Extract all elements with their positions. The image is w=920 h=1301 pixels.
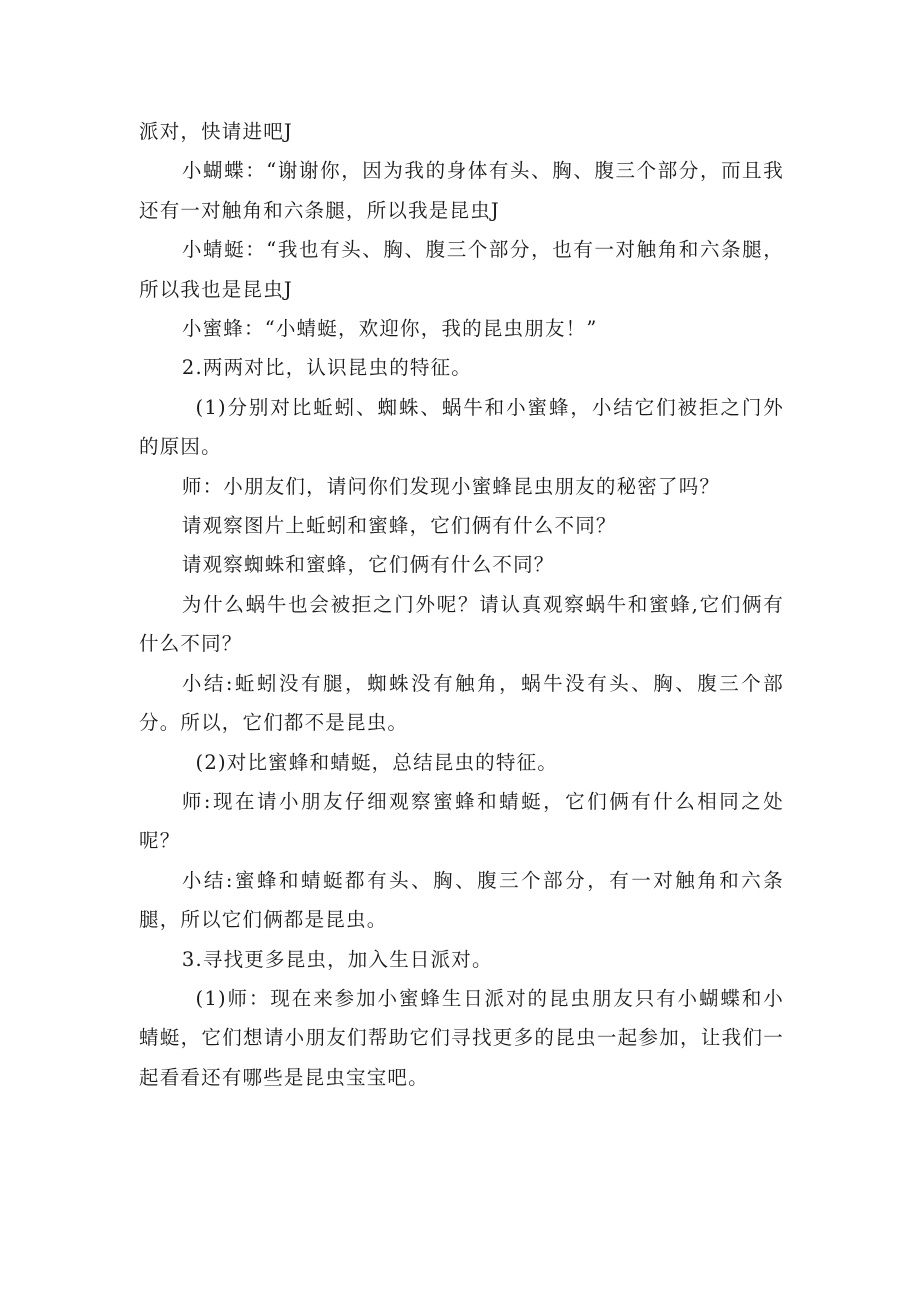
paragraph-p9: 请观察蜘蛛和蜜蜂，它们俩有什么不同？ — [181, 553, 555, 577]
paragraph-p2: 小蝴蝶：“谢谢你，因为我的身体有头、胸、腹三个部分，而且我还有一对触角和六条腿，所以我是昆虫J — [139, 159, 784, 222]
summary-paragraph-1: 小结:蚯蚓没有腿，蜘蛛没有触角，蜗牛没有头、胸、腹三个部分。所以，它们都不是昆虫。 — [139, 671, 784, 735]
section-heading-2: 2.两两对比，认识昆虫的特征。 — [181, 356, 472, 380]
subsection-heading-2-2: (2)对比蜜蜂和蜻蜓，总结昆虫的特征。 — [195, 750, 558, 774]
document-body — [139, 112, 784, 1097]
paragraph-p1: 派对，快请进吧J — [139, 120, 293, 143]
paragraph-p8: 请观察图片上蚯蚓和蜜蜂，它们俩有什么不同？ — [181, 514, 617, 538]
paragraph-p10: 为什么蜗牛也会被拒之门外呢？请认真观察蜗牛和蜜蜂,它们俩有什么不同？ — [139, 592, 784, 656]
section-heading-3: 3.寻找更多昆虫，加入生日派对。 — [181, 947, 493, 971]
subsection-heading-3-1: (1)师：现在来参加小蜜蜂生日派对的昆虫朋友只有小蝴蝶和小蜻蜓，它们想请小朋友们帮助它们寻找更多的昆虫一起参加，让我们一起看看还有哪些是昆虫宝宝吧。 — [139, 986, 784, 1089]
subsection-heading-2-1: (1)分别对比蚯蚓、蜘蛛、蜗牛和小蜜蜂，小结它们被拒之门外的原因。 — [139, 395, 784, 459]
paragraph-p3: 小蜻蜓：“我也有头、胸、腹三个部分，也有一对触角和六条腿，所以我也是昆虫J — [139, 238, 784, 301]
paragraph-p4: 小蜜蜂：“小蜻蜓，欢迎你，我的昆虫朋友！” — [181, 317, 598, 341]
paragraph-p7: 师：小朋友们，请问你们发现小蜜蜂昆虫朋友的秘密了吗？ — [181, 474, 721, 498]
paragraph-p13: 师:现在请小朋友仔细观察蜜蜂和蜻蜓，它们俩有什么相同之处呢？ — [139, 789, 784, 853]
summary-paragraph-2: 小结:蜜蜂和蜻蜓都有头、胸、腹三个部分，有一对触角和六条腿，所以它们俩都是昆虫。 — [139, 868, 784, 932]
